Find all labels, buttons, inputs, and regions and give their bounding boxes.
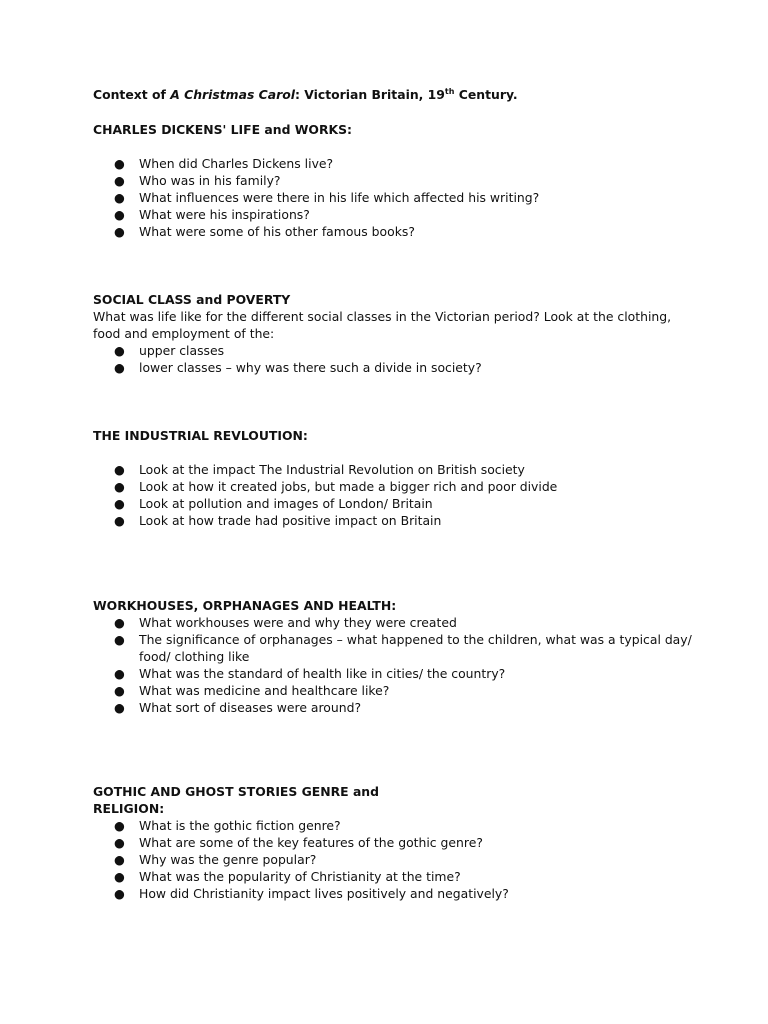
bullet-list [93,342,693,376]
document-page [93,86,693,901]
section-gothic-religion-list [93,817,693,902]
title-prefix: Context of [93,87,171,102]
bullet-icon: ● [114,224,125,239]
bullet-icon: ● [114,683,125,698]
bullet-icon: ● [114,360,125,375]
bullet-icon: ● [114,207,125,222]
section-intro: What was life like for the different social classes in the Victorian period? Look at the clothing, food and employment of the: [93,309,672,341]
bullet-list [93,817,693,902]
list-item: ● What influences were there in his life which affected his writing? [114,190,540,205]
list-item: ● What were some of his other famous books? [114,224,415,239]
title-suffix: : Victorian Britain, 19 [294,87,445,102]
list-item: ● upper classes [114,343,225,358]
bullet-icon: ● [114,190,125,205]
list-item: ● What workhouses were and why they were created [114,615,457,630]
bullet-icon: ● [114,173,125,188]
list-item: ● What was the popularity of Christianity at the time? [114,869,461,884]
section-social-class [93,291,693,376]
list-item: ● Look at how trade had positive impact on Britain [114,513,442,528]
list-item: ● What are some of the key features of the gothic genre? [114,835,483,850]
section-heading: WORKHOUSES, ORPHANAGES AND HEALTH: [93,598,397,613]
bullet-icon: ● [114,700,125,715]
list-item: ● What sort of diseases were around? [114,700,362,715]
bullet-icon: ● [114,479,125,494]
section-industrial-revolution [93,427,693,529]
bullet-icon: ● [114,343,125,358]
list-item: ● What is the gothic fiction genre? [114,818,341,833]
bullet-icon: ● [114,615,125,630]
list-item: ● When did Charles Dickens live? [114,156,334,171]
list-item: ● Why was the genre popular? [114,852,317,867]
list-item: ● Look at how it created jobs, but made a bigger rich and poor divide [114,479,558,494]
bullet-icon: ● [114,869,125,884]
bullet-icon: ● [114,886,125,901]
list-item: ● What was the standard of health like in cities/ the country? [114,666,506,681]
bullet-icon: ● [114,156,125,171]
bullet-icon: ● [114,496,125,511]
list-item: ● lower classes – why was there such a divide in society? [114,360,482,375]
bullet-icon: ● [114,666,125,681]
title-end: Century. [454,87,518,102]
bullet-icon: ● [114,835,125,850]
bullet-icon: ● [114,818,125,833]
title-superscript: th [444,87,455,96]
list-item: ● Look at the impact The Industrial Revolution on British society [114,462,525,477]
list-item: ● What were his inspirations? [114,207,310,222]
bullet-list [93,614,693,716]
section-heading: SOCIAL CLASS and POVERTY [93,292,291,307]
section-workhouses [93,597,693,716]
section-dickens-life [93,121,693,240]
bullet-list [93,155,693,240]
section-heading: GOTHIC AND GHOST STORIES GENRE and RELIGION: [93,784,380,816]
section-heading: THE INDUSTRIAL REVLOUTION: [93,428,308,443]
section-heading: CHARLES DICKENS' LIFE and WORKS: [93,122,352,137]
bullet-icon: ● [114,462,125,477]
bullet-icon: ● [114,632,125,647]
list-item: ● Look at pollution and images of London/ Britain [114,496,433,511]
list-item: ● Who was in his family? [114,173,281,188]
list-item: ● What was medicine and healthcare like? [114,683,390,698]
list-item: ● The significance of orphanages – what happened to the children, what was a typical day/ food/ clothing like [114,632,692,664]
bullet-icon: ● [114,852,125,867]
title-book-name: A Christmas Carol [170,87,295,102]
bullet-list [93,461,693,529]
bullet-icon: ● [114,513,125,528]
list-item: ● How did Christianity impact lives positively and negatively? [114,886,509,901]
page-title [93,86,693,103]
section-gothic-religion [93,783,413,817]
